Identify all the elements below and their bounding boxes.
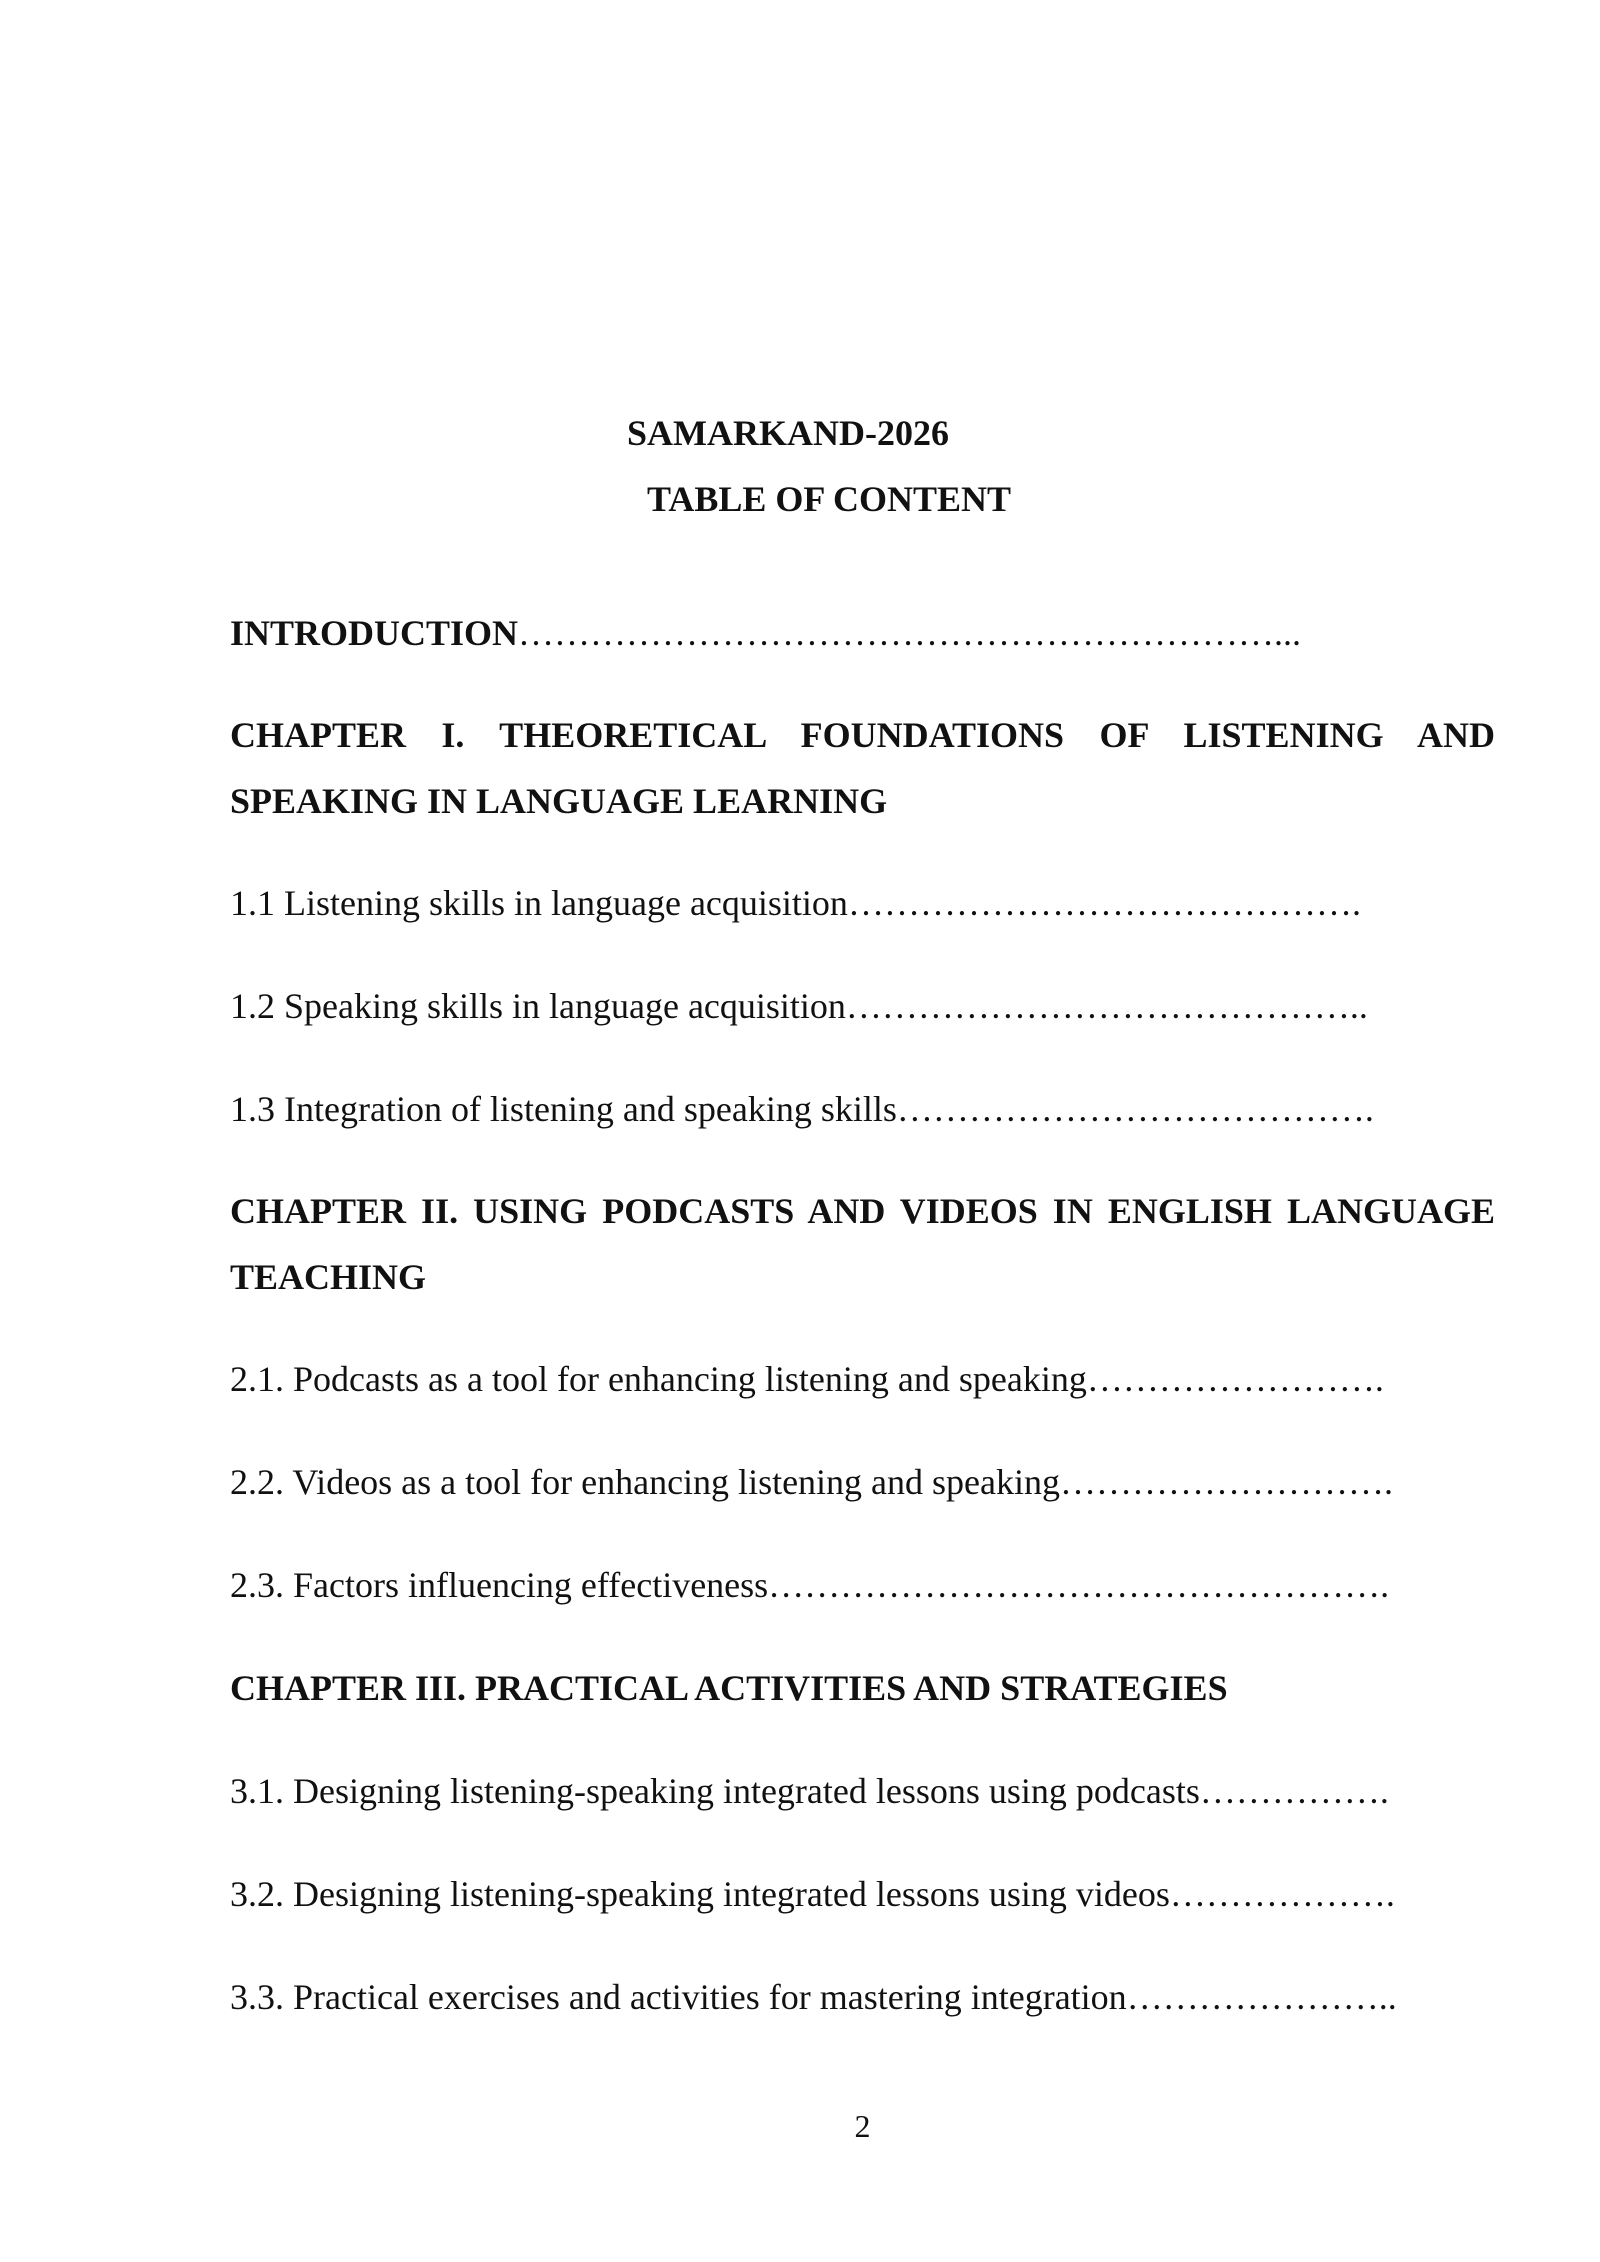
toc-title: TABLE OF CONTENT — [647, 479, 1012, 519]
toc-section-2-1 — [230, 1346, 1495, 1412]
toc-section-3-3 — [230, 1964, 1495, 2030]
toc-entry-label: 1.2 Speaking skills in language acquisition — [230, 986, 846, 1026]
toc-entry-label: 3.3. Practical exercises and activities for mastering integration — [230, 1977, 1127, 2017]
toc-leader-dots: …………………………………….. — [845, 986, 1368, 1026]
toc-leader-dots: ……………. — [1199, 1771, 1389, 1811]
toc-entry-label: 3.1. Designing listening-speaking integrated lessons using podcasts — [230, 1771, 1200, 1811]
toc-leader-dots: ……………………. — [1086, 1359, 1384, 1399]
toc-section-1-3 — [230, 1076, 1495, 1142]
toc-entry-introduction — [230, 600, 1495, 666]
toc-section-1-1 — [230, 870, 1495, 936]
toc-entry-label: 1.1 Listening skills in language acquisition — [230, 883, 848, 923]
toc-chapter-1-title: CHAPTER I. THEORETICAL FOUNDATIONS OF LISTENING AND SPEAKING IN LANGUAGE LEARNING — [230, 715, 1495, 821]
toc-entry-label: 2.1. Podcasts as a tool for enhancing listening and speaking — [230, 1359, 1087, 1399]
page-number: 2 — [854, 2108, 871, 2144]
toc-section-2-3 — [230, 1552, 1495, 1618]
toc-section-3-2 — [230, 1861, 1495, 1927]
toc-section-3-1 — [230, 1758, 1495, 1824]
toc-section-2-2 — [230, 1449, 1495, 1515]
toc-chapter-3-title: CHAPTER III. PRACTICAL ACTIVITIES AND STRATEGIES — [230, 1668, 1228, 1708]
toc-leader-dots: ………………………. — [1060, 1462, 1394, 1502]
toc-entry-label: 1.3 Integration of listening and speaking skills — [230, 1089, 897, 1129]
toc-chapter-2-title: CHAPTER II. USING PODCASTS AND VIDEOS IN ENGLISH LANGUAGE TEACHING — [230, 1191, 1495, 1297]
toc-entry-label: INTRODUCTION — [230, 613, 519, 653]
toc-leader-dots: ………………. — [1169, 1874, 1395, 1914]
toc-entry-label: 2.3. Factors influencing effectiveness — [230, 1565, 769, 1605]
toc-leader-dots: …………………………………. — [896, 1089, 1374, 1129]
toc-leader-dots: ………………….. — [1126, 1977, 1397, 2017]
toc-entry-label: 3.2. Designing listening-speaking integrated lessons using videos — [230, 1874, 1170, 1914]
city-year-heading: SAMARKAND-2026 — [627, 413, 949, 453]
toc-leader-dots: ………………………………………………………... — [518, 613, 1302, 653]
toc-leader-dots: ……………………………………………. — [768, 1565, 1390, 1605]
toc-leader-dots: ……………………………………. — [847, 883, 1361, 923]
toc-entry-label: 2.2. Videos as a tool for enhancing listening and speaking — [230, 1462, 1061, 1502]
toc-section-1-2 — [230, 973, 1495, 1039]
